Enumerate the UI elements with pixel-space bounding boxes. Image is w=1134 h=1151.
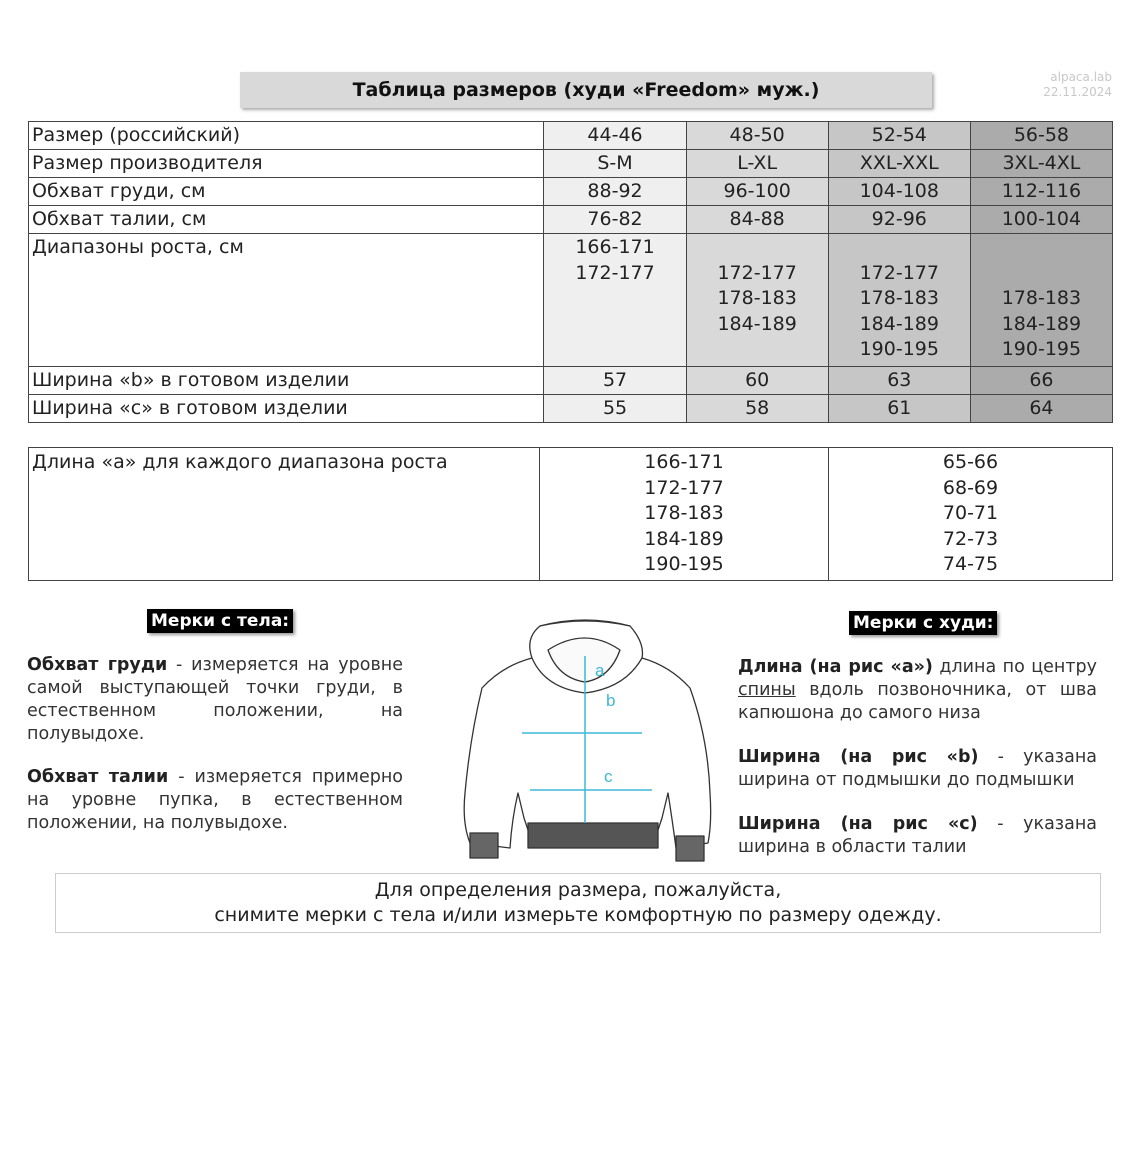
row-label: Размер (российский): [29, 122, 544, 150]
lengths-cell: 65-66 68-69 70-71 72-73 74-75: [829, 448, 1113, 581]
row-label: Ширина «с» в готовом изделии: [29, 394, 544, 422]
table-row: [29, 206, 1113, 234]
note-line-2: снимите мерки с тела и/или измерьте комфортную по размеру одежду.: [214, 904, 942, 926]
growth-cell: 172-177 178-183 184-189: [686, 234, 828, 367]
label-a: a: [595, 661, 605, 680]
row-label: Размер производителя: [29, 150, 544, 178]
table-cell: 66: [970, 366, 1112, 394]
row-label: Ширина «b» в готовом изделии: [29, 366, 544, 394]
body-measures-heading: Мерки с тела:: [147, 609, 293, 633]
table-cell: 57: [544, 366, 686, 394]
chest-description: Обхват груди - измеряется на уровне самой выступающей точки груди, в естественном положении, на полувыдохе.: [27, 655, 403, 744]
page-title: Таблица размеров (худи «Freedom» муж.): [240, 72, 932, 108]
table-cell: L-XL: [686, 150, 828, 178]
growth-cell: 172-177 178-183 184-189 190-195: [828, 234, 970, 367]
table-row: [29, 366, 1113, 394]
table-cell: 88-92: [544, 178, 686, 206]
table-row: [29, 394, 1113, 422]
width-c-description: Ширина (на рис «с) - указана ширина в области талии: [738, 814, 1097, 857]
waistband: [528, 823, 658, 848]
left-cuff: [470, 833, 498, 858]
table-row: [29, 150, 1113, 178]
table-cell: 104-108: [828, 178, 970, 206]
table-cell: 63: [828, 366, 970, 394]
right-cuff: [676, 836, 704, 861]
note-line-1: Для определения размера, пожалуйста,: [374, 879, 782, 901]
table-cell: 84-88: [686, 206, 828, 234]
table-cell: S-M: [544, 150, 686, 178]
table-row-growth: [29, 234, 1113, 367]
table-cell: 96-100: [686, 178, 828, 206]
table-cell: 76-82: [544, 206, 686, 234]
length-table: [28, 447, 1113, 581]
waist-description: Обхват талии - измеряется примерно на уровне пупка, в естественном положении, на полувыдохе.: [27, 767, 404, 833]
table-cell: 61: [828, 394, 970, 422]
growth-cell: 178-183 184-189 190-195: [970, 234, 1112, 367]
table-cell: 100-104: [970, 206, 1112, 234]
row-label: Обхват груди, см: [29, 178, 544, 206]
row-label: Диапазоны роста, см: [29, 234, 544, 367]
length-description: Длина (на рис «а») длина по центру спины вдоль позвоночника, от шва капюшона до самого низа: [738, 657, 1097, 723]
hoodie-diagram: [440, 618, 730, 868]
label-c: c: [604, 767, 613, 786]
table-row: [29, 122, 1113, 150]
table-cell: 92-96: [828, 206, 970, 234]
size-table: [28, 121, 1113, 423]
row-label: Обхват талии, см: [29, 206, 544, 234]
table-cell: 56-58: [970, 122, 1112, 150]
table-cell: 60: [686, 366, 828, 394]
table-row: [29, 178, 1113, 206]
table-cell: 64: [970, 394, 1112, 422]
table-cell: 112-116: [970, 178, 1112, 206]
table-cell: 3XL-4XL: [970, 150, 1112, 178]
table-cell: 58: [686, 394, 828, 422]
hoodie-measures-heading: Мерки с худи:: [849, 611, 997, 635]
size-note: [55, 873, 1101, 933]
table-cell: 44-46: [544, 122, 686, 150]
watermark-date: 22.11.2024: [1043, 85, 1112, 99]
heights-cell: 166-171 172-177 178-183 184-189 190-195: [540, 448, 829, 581]
table-row: [29, 448, 1113, 581]
table-cell: 55: [544, 394, 686, 422]
row-label: Длина «а» для каждого диапазона роста: [29, 448, 540, 581]
width-b-description: Ширина (на рис «b) - указана ширина от подмышки до подмышки: [738, 747, 1097, 790]
label-b: b: [606, 691, 616, 710]
table-cell: 48-50: [686, 122, 828, 150]
table-cell: XXL-XXL: [828, 150, 970, 178]
watermark: [1043, 70, 1112, 100]
watermark-brand: alpaca.lab: [1050, 70, 1112, 84]
growth-cell: 166-171 172-177: [544, 234, 686, 367]
table-cell: 52-54: [828, 122, 970, 150]
